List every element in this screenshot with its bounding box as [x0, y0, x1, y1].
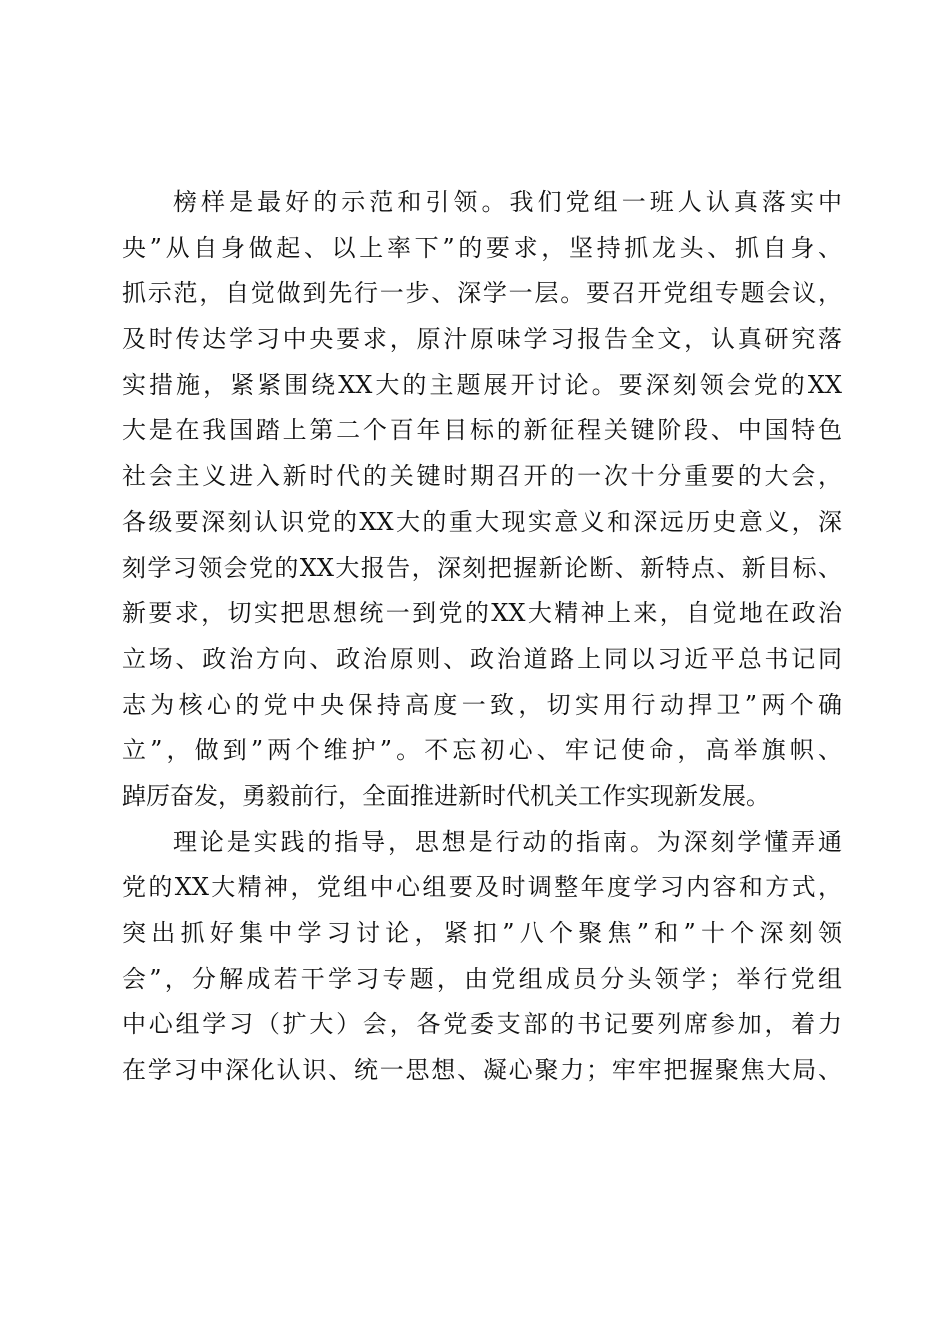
text-line: 立”，做到”两个维护”。不忘初心、牢记使命，高举旗帜、 — [122, 736, 842, 765]
text-line: 社会主义进入新时代的关键时期召开的一次十分重要的大会， — [122, 462, 842, 491]
text-line: 新要求，切实把思想统一到党的XX大精神上来，自觉地在政治 — [122, 599, 842, 628]
text-line: 实措施，紧紧围绕XX大的主题展开讨论。要深刻领会党的XX — [122, 370, 842, 399]
text-line: 党的XX大精神，党组中心组要及时调整年度学习内容和方式， — [122, 873, 842, 902]
text-line: 立场、政治方向、政治原则、政治道路上同以习近平总书记同 — [122, 644, 842, 673]
text-line: 刻学习领会党的XX大报告，深刻把握新论断、新特点、新目标、 — [122, 553, 842, 582]
text-line: 各级要深刻认识党的XX大的重大现实意义和深远历史意义，深 — [122, 507, 842, 536]
text-line: 志为核心的党中央保持高度一致，切实用行动捍卫”两个确 — [122, 690, 842, 719]
text-line: 会”，分解成若干学习专题，由党组成员分头领学；举行党组 — [122, 964, 842, 993]
text-line: 理论是实践的指导，思想是行动的指南。为深刻学懂弄通 — [173, 827, 842, 856]
text-line: 大是在我国踏上第二个百年目标的新征程关键阶段、中国特色 — [122, 416, 842, 445]
paragraph-2 — [122, 820, 842, 1094]
text-line: 中心组学习（扩大）会，各党委支部的书记要列席参加，着力 — [122, 1010, 842, 1039]
text-line: 突出抓好集中学习讨论，紧扣”八个聚焦”和”十个深刻领 — [122, 919, 842, 947]
document-body — [122, 180, 842, 1094]
text-line: 及时传达学习中央要求，原汁原味学习报告全文，认真研究落 — [122, 325, 842, 354]
text-line: 央”从自身做起、以上率下”的要求，坚持抓龙头、抓自身、 — [122, 233, 842, 262]
text-line: 榜样是最好的示范和引领。我们党组一班人认真落实中 — [173, 188, 842, 216]
text-line: 踔厉奋发，勇毅前行，全面推进新时代机关工作实现新发展。 — [122, 781, 770, 810]
text-line: 抓示范，自觉做到先行一步、深学一层。要召开党组专题会议， — [122, 279, 842, 308]
paragraph-1 — [122, 180, 842, 820]
text-line: 在学习中深化认识、统一思想、凝心聚力；牢牢把握聚焦大局、 — [122, 1056, 842, 1085]
